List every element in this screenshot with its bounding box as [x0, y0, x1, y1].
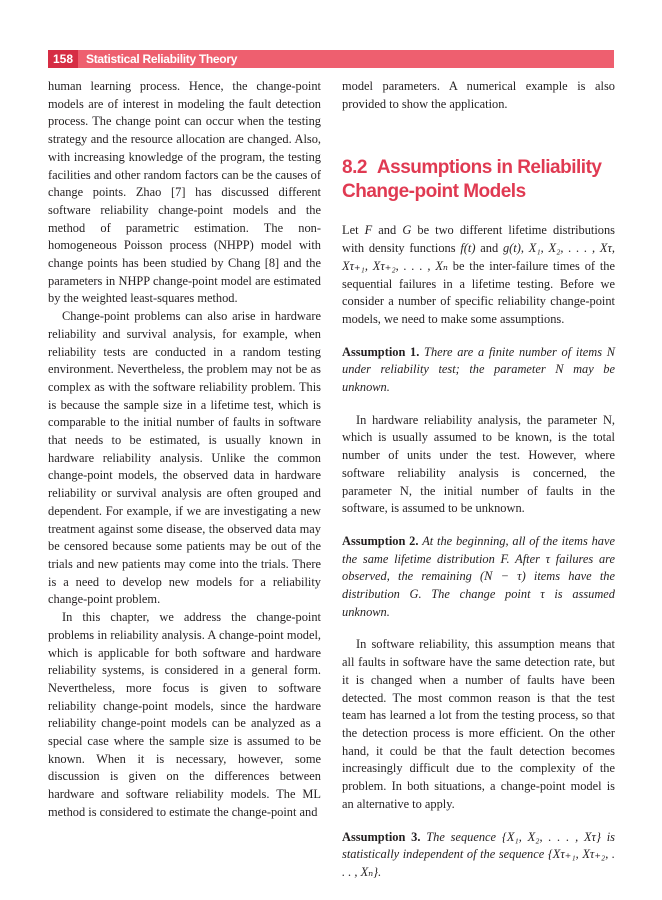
- assumption-label: Assumption 1.: [342, 344, 420, 359]
- assumption-2: [342, 533, 615, 622]
- paragraph: In software reliability, this assumption means that all faults in software have the same detection rate, but it is changed when a number of faults have been detected. The most common reason is that the test team has learned a lot from the testing process, so that the detection process is more efficient. On the other hand, it could be that the fault detection becomes increasingly difficult due to the complexity of the problem. In both situations, a change-point model is an alternative to apply.: [342, 637, 615, 811]
- running-header: [48, 50, 614, 68]
- left-column: [48, 78, 321, 822]
- running-title: Statistical Reliability Theory: [86, 52, 238, 66]
- assumption-3: [342, 829, 615, 882]
- assumption-label: Assumption 2.: [342, 533, 419, 548]
- section-title: Assumptions in Reliability Change-point Models: [342, 157, 602, 203]
- math-expr: f(t): [460, 241, 476, 256]
- paragraph: In this chapter, we address the change-point problems in reliability analysis. A change-point model, which is applicable for both software and hardware reliability systems, is considered in a general form. Nevertheless, more focus is given to software reliability change-point models, since the hardware reliability change-point models can be analyzed as a special case where the sample size is assumed to be known. When it is necessary, however, some discussion is given on the differences between hardware and software reliability models. The ML method is considered to estimate the change-point and: [48, 610, 321, 819]
- text-run: and: [475, 241, 503, 256]
- text-run: Let: [342, 223, 365, 238]
- section-heading: [342, 156, 615, 204]
- math-expr: g(t): [502, 241, 521, 256]
- assumption-text: There are a finite number of items N under reliability test; the parameter N may be unknown.: [342, 344, 615, 395]
- paragraph: model parameters. A numerical example is also provided to show the application.: [342, 79, 615, 111]
- assumption-text: The sequence {X₁, X₂, . . . , Xτ} is statistically independent of the sequence {Xτ₊₁, Xτ₊₂, . . . , Xₙ}.: [342, 829, 615, 879]
- math-var: F: [364, 223, 373, 238]
- assumption-1: [342, 344, 615, 397]
- math-expr: X₁, X₂, . . . , Xτ, Xτ₊₁, Xτ₊₂, . . . , Xₙ: [342, 241, 616, 273]
- section-number: 8.2: [342, 157, 367, 179]
- paragraph: human learning process. Hence, the change-point models are of interest in modeling the fault detection process. The change point can occur when the testing strategy and the resource allocation are changed. Also, with increasing knowledge of the program, the testing facilities and other random factors can be the causes of change points. Zhao [7] has discussed different software reliability change-point models and the method of parametric estimation. The non-homogeneous Poisson process (NHPP) model with change points has been studied by Chang [8] and the parameters in NHPP change-point model are estimated by the weighted least-squares method.: [48, 79, 321, 306]
- text-run: be the inter-failure times of the sequential failures in a lifetime testing. Before we consider a number of specific reliability change-point models, we need to make some assumptions.: [342, 258, 616, 326]
- assumption-text: At the beginning, all of the items have the same lifetime distribution F. After τ failures are observed, the remaining (N − τ) items have the distribution G. The change point τ is assumed unknown.: [342, 533, 615, 619]
- text-run: and: [372, 223, 403, 238]
- paragraph: Change-point problems can also arise in hardware reliability and survival analysis, for example, when reliability tests are conducted in a random testing environment. Nevertheless, the problem may not be as complex as with the software reliability problem. This is because the sample size in a lifetime test, which is comparable to the initial number of faults in software that needs to be estimated, is usually known in hardware reliability analysis. Unlike the common change-point models, the observed data in hardware reliability or survival analysis are often grouped and dependent. For example, if we are investigating a new treatment against some disease, the observed data may be censored because some patients may be out of the trials and new patients may come into the trials. There is a need to develop new models for a reliability change-point problem.: [48, 309, 321, 607]
- text-run: ,: [520, 241, 529, 256]
- right-column: [342, 78, 615, 882]
- assumption-label: Assumption 3.: [342, 829, 421, 844]
- math-var: G: [402, 223, 412, 238]
- text-run: be two different lifetime distributions with density functions: [342, 223, 615, 256]
- paragraph: In hardware reliability analysis, the parameter N, which is usually assumed to be known, is the total number of units under the test. However, where software reliability analysis is concerned, the parameter N, the initial number of faults in the software, is assumed to be unknown.: [342, 412, 615, 516]
- page-number: 158: [48, 50, 78, 68]
- paragraph: [342, 222, 615, 328]
